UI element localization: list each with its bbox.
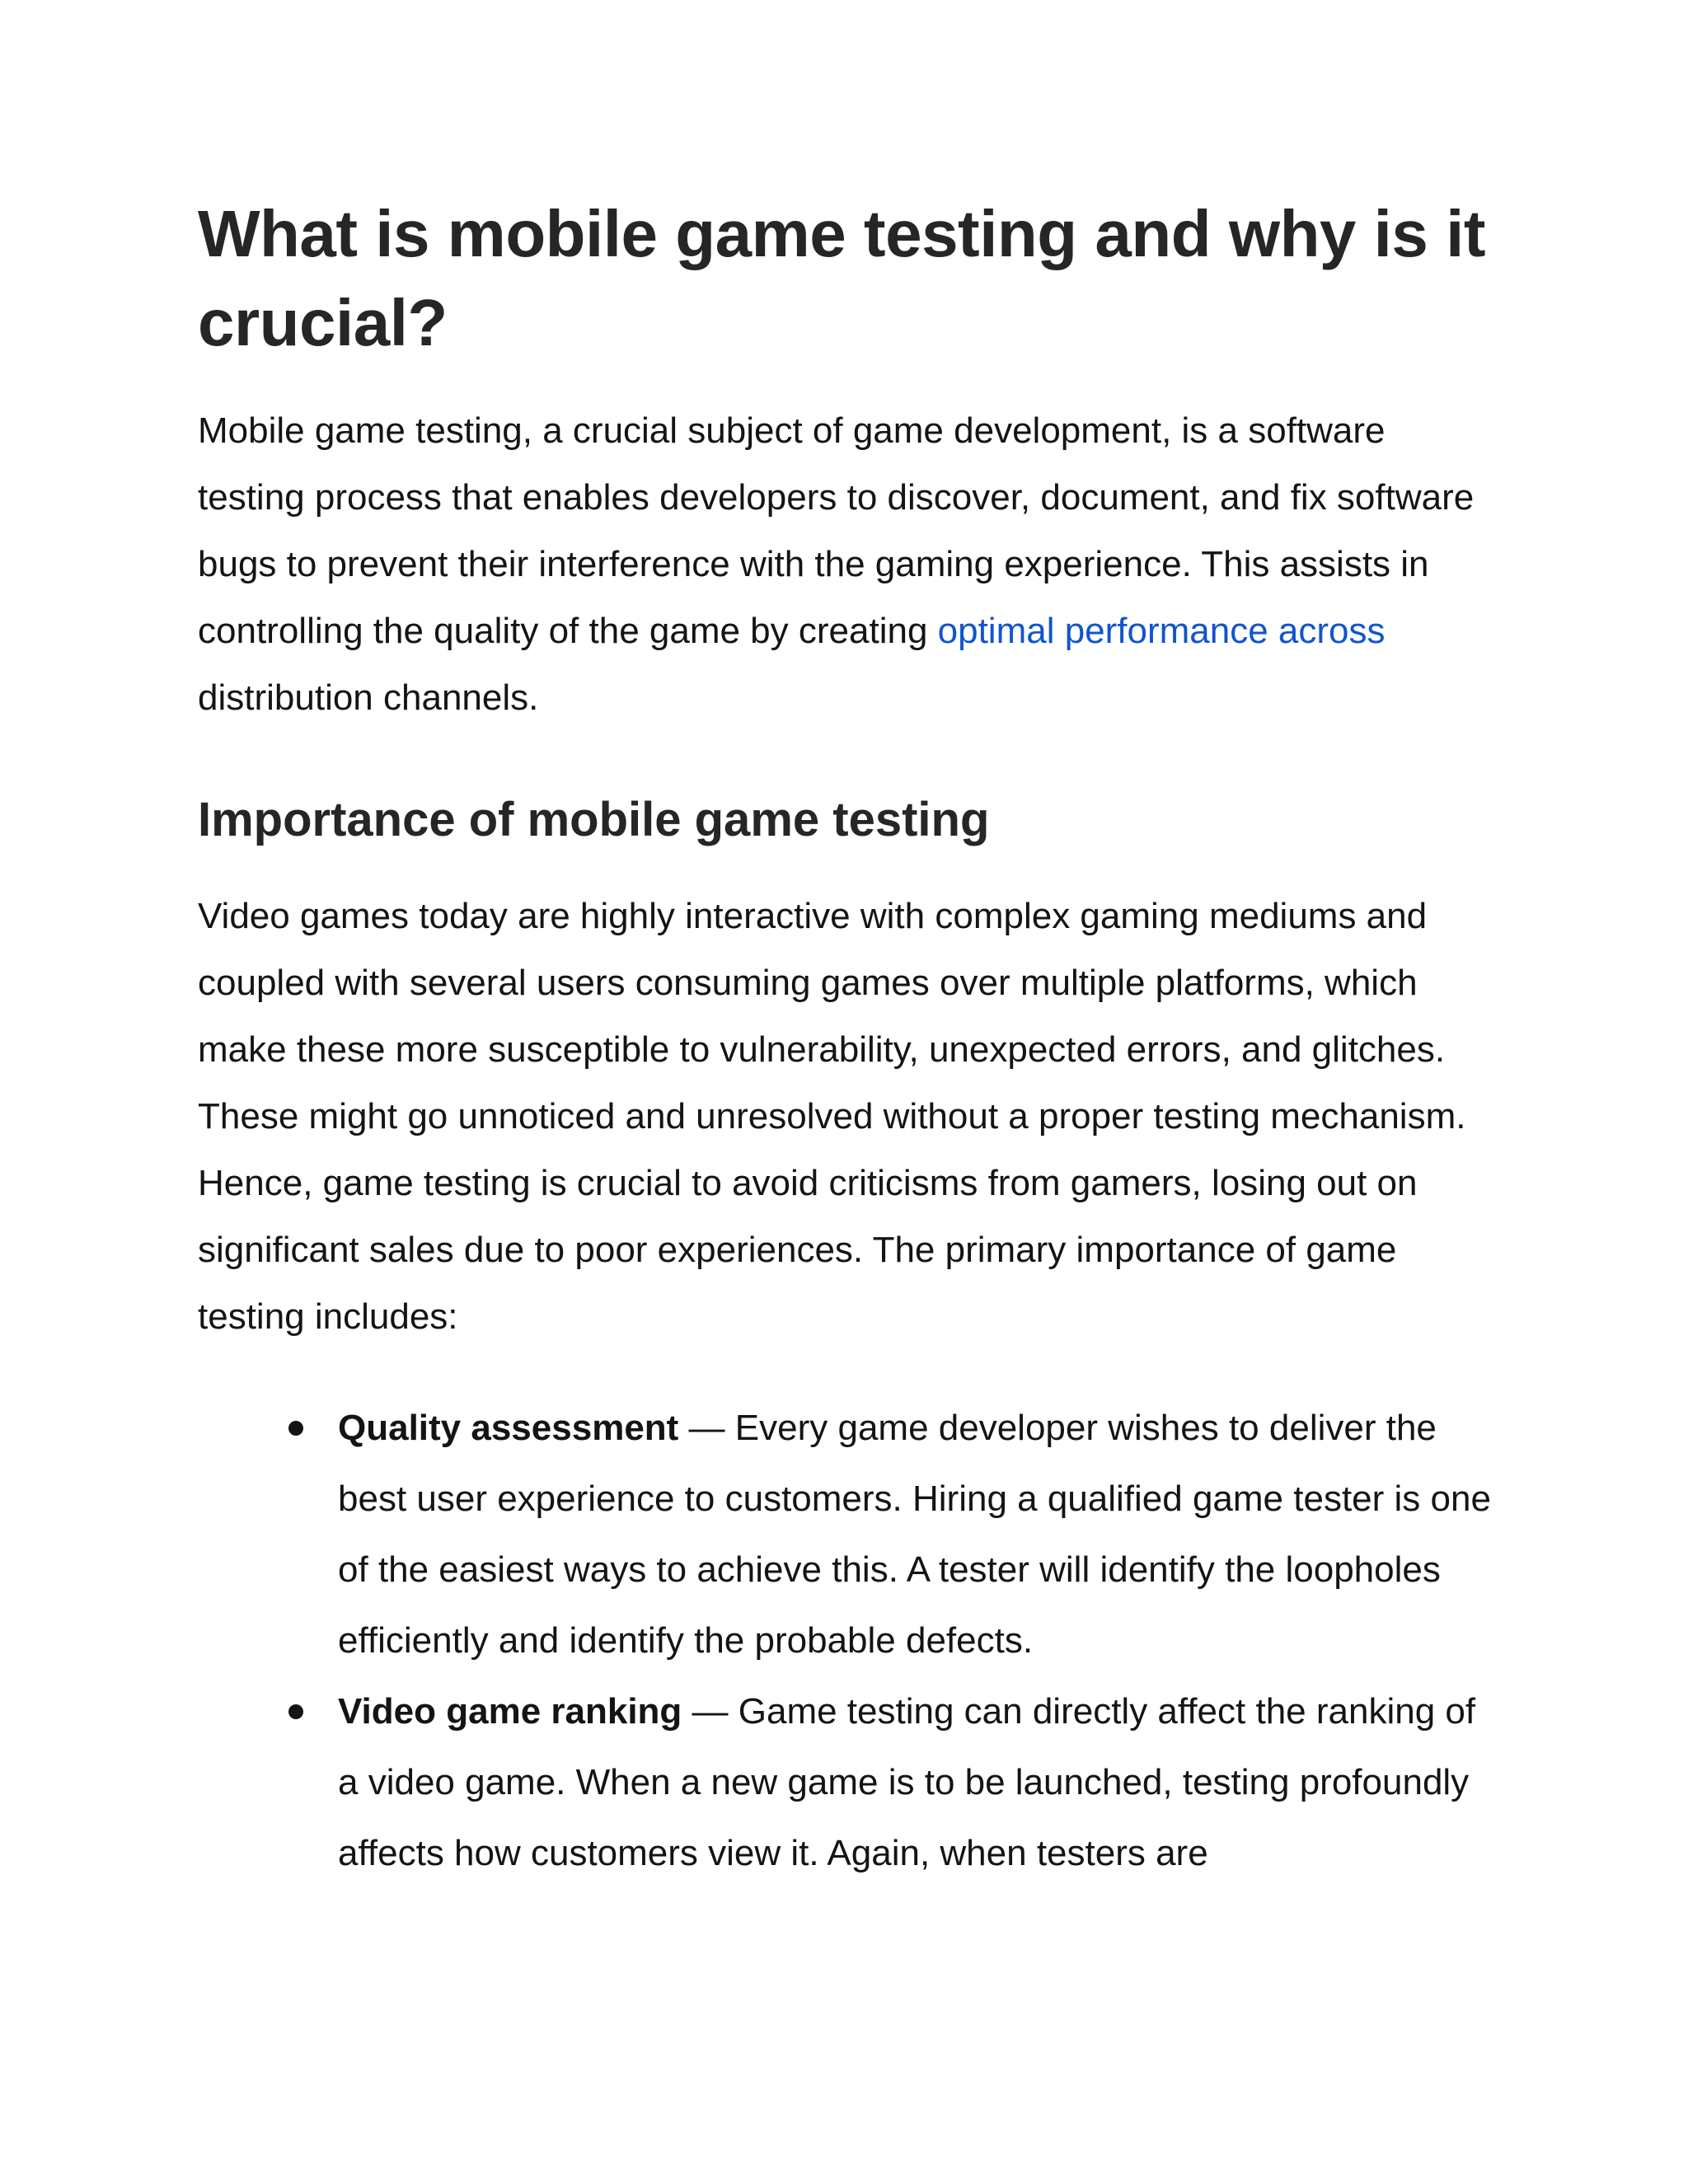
list-item-term: Video game ranking: [338, 1691, 682, 1732]
importance-list: [198, 1393, 1500, 1889]
section-heading: Importance of mobile game testing: [198, 793, 990, 846]
list-item-term: Quality assessment: [338, 1408, 679, 1448]
page-title: What is mobile game testing and why is it crucial?: [198, 197, 1485, 359]
list-item: [288, 1676, 1500, 1889]
intro-text: Mobile game testing, a crucial subject of game development, is a software testing process that enables developers to discover, document, and fix software bugs to prevent their interference with the gaming experience. This assists in controlling the quality of the game by creating: [198, 410, 1475, 651]
bullet-icon: [288, 1421, 303, 1436]
bullet-icon: [288, 1704, 303, 1719]
list-item-text: — Every game developer wishes to deliver the best user experience to customers. Hiring a qualified game tester is one of the easiest ways to achieve this. A tester will identify the loopholes efficiently and identify the probable defects.: [338, 1408, 1491, 1661]
section-paragraph: Video games today are highly interactive with complex gaming mediums and coupled with several users consuming games over multiple platforms, which make these more susceptible to vulnerability, unexpected errors, and glitches. These might go unnoticed and unresolved without a proper testing mechanism. Hence, game testing is crucial to avoid criticisms from gamers, losing out on significant sales due to poor experiences. The primary importance of game testing includes:: [198, 896, 1466, 1337]
optimal-performance-link[interactable]: optimal performance across: [937, 611, 1386, 651]
intro-paragraph: [198, 397, 1500, 731]
document-page: [198, 190, 1500, 1889]
intro-text-end: distribution channels.: [198, 677, 539, 718]
list-item-text: — Game testing can directly affect the ranking of a video game. When a new game is to be launched, testing profoundly affects how customers view it. Again, when testers are: [338, 1691, 1476, 1873]
list-item: [288, 1393, 1500, 1676]
